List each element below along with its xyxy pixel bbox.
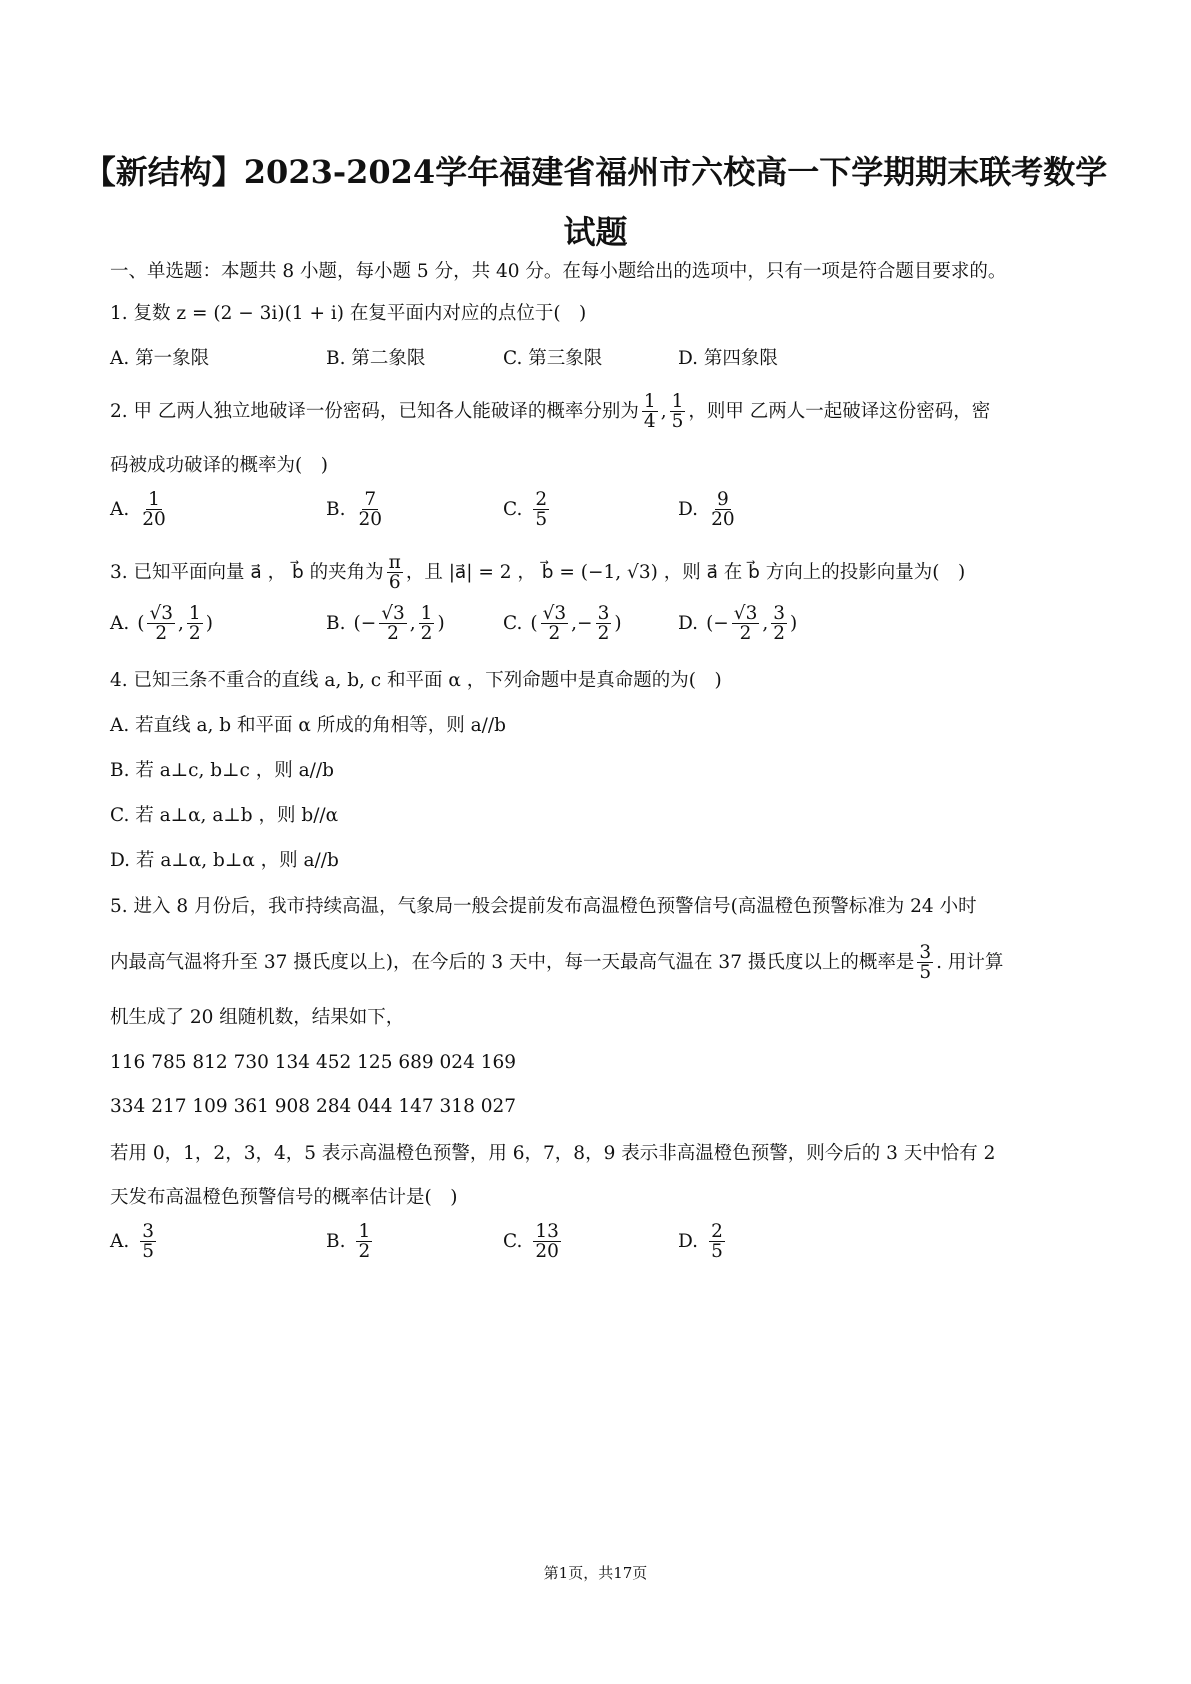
q3-option-a-n1: √3 <box>149 603 174 624</box>
q3-option-a-frac1 <box>147 604 175 644</box>
question-5-stem-line3: 机生成了 20 组随机数，结果如下， <box>110 1007 405 1028</box>
q3-option-a-d2: 2 <box>188 623 201 645</box>
question-2-stem <box>110 392 1091 432</box>
q5-option-c-den: 20 <box>535 1241 559 1263</box>
q2-prob-1-num: 1 <box>643 391 656 412</box>
q2-option-b-den: 20 <box>358 509 383 531</box>
q2-option-d-frac <box>709 490 737 530</box>
q3-option-c-post: ) <box>614 613 622 635</box>
q5-option-a-num: 3 <box>142 1221 155 1242</box>
q3-option-c-mid: ,− <box>571 613 593 635</box>
q3-option-a-pre: ( <box>137 613 145 635</box>
q3-option-b-d2: 2 <box>420 623 433 645</box>
q4-option-c: C. 若 a⊥α, a⊥b ，则 b//α <box>110 805 339 826</box>
q3-stem-part2: ，且 |a⃗| = 2 ， b⃗ = (−1, √3) ，则 a⃗ 在 b⃗ 方向上的投影向量为( ) <box>405 561 966 583</box>
q2-option-d <box>678 490 740 530</box>
q2-stem-part1: 2. 甲 乙两人独立地破译一份密码，已知各人能破译的概率分别为 <box>110 400 639 422</box>
q5-stem-line2-part1: 内最高气温将升至 37 摄氏度以上)，在今后的 3 天中，每一天最高气温在 37 摄氏度以上的概率是 <box>110 951 915 973</box>
q2-option-c-frac <box>533 490 549 530</box>
q3-option-c-d2: 2 <box>597 623 610 645</box>
q4-option-d: D. 若 a⊥α, b⊥α ，则 a//b <box>110 850 339 871</box>
section-header: 一、单选题：本题共 8 小题，每小题 5 分，共 40 分。在每小题给出的选项中，只有一项是符合题目要求的。 <box>110 261 1007 282</box>
q5-option-a-den: 5 <box>142 1241 155 1263</box>
q2-option-a <box>110 490 171 530</box>
q3-option-a-d1: 2 <box>155 623 168 645</box>
q5-option-c-num: 13 <box>535 1221 559 1242</box>
q2-option-d-den: 20 <box>711 509 735 531</box>
q2-option-c <box>503 490 552 530</box>
q3-option-d-d1: 2 <box>739 623 752 645</box>
q3-option-d-post: ) <box>790 613 798 635</box>
q3-option-a-n2: 1 <box>188 603 201 624</box>
q5-option-b-den: 2 <box>358 1241 371 1263</box>
q3-option-d-pre: (− <box>706 613 729 635</box>
q2-option-c-den: 5 <box>535 509 548 531</box>
q2-prob-1 <box>642 392 658 432</box>
q5-option-b <box>326 1222 375 1262</box>
title-line-1: 【新结构】2023-2024学年福建省福州市六校高一下学期期末联考数学 <box>83 153 1108 191</box>
q3-option-d-frac1 <box>732 604 760 644</box>
q3-option-c <box>503 604 622 644</box>
q2-sep: , <box>660 400 667 422</box>
q3-option-a-letter: A. <box>110 613 130 635</box>
exam-title <box>60 142 1131 262</box>
q3-option-b-mid: , <box>409 613 416 635</box>
q5-prob <box>917 943 933 983</box>
q2-option-d-letter: D. <box>678 499 699 521</box>
question-5-stem-line2 <box>110 943 1091 983</box>
q4-option-a: A. 若直线 a, b 和平面 α 所成的角相等，则 a//b <box>110 715 506 736</box>
q5-option-a-letter: A. <box>110 1231 130 1253</box>
q5-option-d-num: 2 <box>711 1221 723 1242</box>
q3-option-d <box>678 604 797 644</box>
q5-option-b-frac <box>356 1222 372 1262</box>
q1-option-c: C. 第三象限 <box>503 348 603 369</box>
q2-option-b-num: 7 <box>364 489 377 510</box>
question-3-stem <box>110 553 1091 593</box>
q2-option-a-frac <box>140 490 168 530</box>
question-2-stem-line2: 码被成功破译的概率为( ) <box>110 455 328 476</box>
q3-angle-den: 6 <box>388 572 401 594</box>
q5-option-a <box>110 1222 159 1262</box>
q3-stem-part1: 3. 已知平面向量 a⃗ ， b⃗ 的夹角为 <box>110 561 384 583</box>
q2-option-a-letter: A. <box>110 499 130 521</box>
q5-option-d-den: 5 <box>711 1241 723 1263</box>
question-1-stem: 1. 复数 z = (2 − 3i)(1 + i) 在复平面内对应的点位于( ) <box>110 303 587 324</box>
q3-option-a-mid: , <box>178 613 184 635</box>
q5-prob-den: 5 <box>919 962 932 984</box>
q3-option-c-frac2 <box>596 604 612 644</box>
q3-angle-num: π <box>388 552 401 573</box>
q4-option-b: B. 若 a⊥c, b⊥c ，则 a//b <box>110 760 334 781</box>
q5-option-b-letter: B. <box>326 1231 346 1253</box>
random-numbers-row-1: 116 785 812 730 134 452 125 689 024 169 <box>110 1052 517 1073</box>
q3-option-d-n1: √3 <box>733 603 758 624</box>
q3-angle <box>387 553 403 593</box>
page-footer: 第1页，共17页 <box>543 1564 648 1582</box>
q3-option-d-frac2 <box>771 604 787 644</box>
q2-stem-part2: ，则甲 乙两人一起破译这份密码，密 <box>688 400 991 422</box>
q3-option-b-letter: B. <box>326 613 346 635</box>
q3-option-a-frac2 <box>187 604 203 644</box>
q3-option-b-n2: 1 <box>420 603 433 624</box>
q2-option-d-num: 9 <box>716 489 729 510</box>
q3-option-b <box>326 604 445 644</box>
q2-option-c-letter: C. <box>503 499 523 521</box>
question-5-stem-line1: 5. 进入 8 月份后，我市持续高温，气象局一般会提前发布高温橙色预警信号(高温橙色预警标准为 24 小时 <box>110 896 977 917</box>
q5-stem-line2-part2: . 用计算 <box>936 951 1004 973</box>
q5-option-b-num: 1 <box>358 1221 371 1242</box>
q2-option-b-frac <box>356 490 384 530</box>
q5-option-a-frac <box>140 1222 156 1262</box>
q3-option-c-pre: ( <box>530 613 538 635</box>
q1-option-b: B. 第二象限 <box>326 348 426 369</box>
title-line-2: 试题 <box>563 213 628 251</box>
q3-option-b-d1: 2 <box>387 623 399 645</box>
q3-option-c-n2: 3 <box>597 603 610 624</box>
q3-option-b-frac2 <box>419 604 435 644</box>
q3-option-d-mid: , <box>762 613 769 635</box>
q5-option-d-frac <box>709 1222 725 1262</box>
q3-option-d-n2: 3 <box>773 603 786 624</box>
q5-prob-num: 3 <box>919 942 932 963</box>
q5-option-c <box>503 1222 564 1262</box>
question-5-stem-line5: 天发布高温橙色预警信号的概率估计是( ) <box>110 1187 458 1208</box>
q2-option-a-den: 20 <box>142 509 166 531</box>
q2-option-b <box>326 490 387 530</box>
q5-option-c-frac <box>533 1222 561 1262</box>
q3-option-b-frac1 <box>379 604 407 644</box>
q3-option-b-post: ) <box>437 613 445 635</box>
q2-prob-2-den: 5 <box>671 411 684 433</box>
q1-option-d: D. 第四象限 <box>678 348 778 369</box>
question-4-stem: 4. 已知三条不重合的直线 a, b, c 和平面 α ，下列命题中是真命题的为( ) <box>110 670 722 691</box>
q2-option-c-num: 2 <box>535 489 548 510</box>
q3-option-a <box>110 604 213 644</box>
q3-option-b-pre: (− <box>353 613 377 635</box>
q2-option-b-letter: B. <box>326 499 346 521</box>
q2-prob-2-num: 1 <box>671 391 684 412</box>
q2-prob-2 <box>670 392 686 432</box>
q3-option-c-n1: √3 <box>542 603 567 624</box>
q1-option-a: A. 第一象限 <box>110 348 210 369</box>
q5-option-d-letter: D. <box>678 1231 699 1253</box>
question-5-stem-line4: 若用 0，1，2，3，4，5 表示高温橙色预警，用 6，7，8，9 表示非高温橙色预警，则今后的 3 天中恰有 2 <box>110 1143 996 1164</box>
q3-option-c-letter: C. <box>503 613 523 635</box>
q3-option-b-n1: √3 <box>381 603 405 624</box>
q3-option-c-d1: 2 <box>548 623 561 645</box>
q3-option-c-frac1 <box>541 604 569 644</box>
q2-prob-1-den: 4 <box>643 411 656 433</box>
q3-option-a-post: ) <box>205 613 213 635</box>
q5-option-c-letter: C. <box>503 1231 523 1253</box>
q3-option-d-letter: D. <box>678 613 699 635</box>
random-numbers-row-2: 334 217 109 361 908 284 044 147 318 027 <box>110 1096 517 1117</box>
q5-option-d <box>678 1222 728 1262</box>
q3-option-d-d2: 2 <box>773 623 786 645</box>
q2-option-a-num: 1 <box>148 489 160 510</box>
